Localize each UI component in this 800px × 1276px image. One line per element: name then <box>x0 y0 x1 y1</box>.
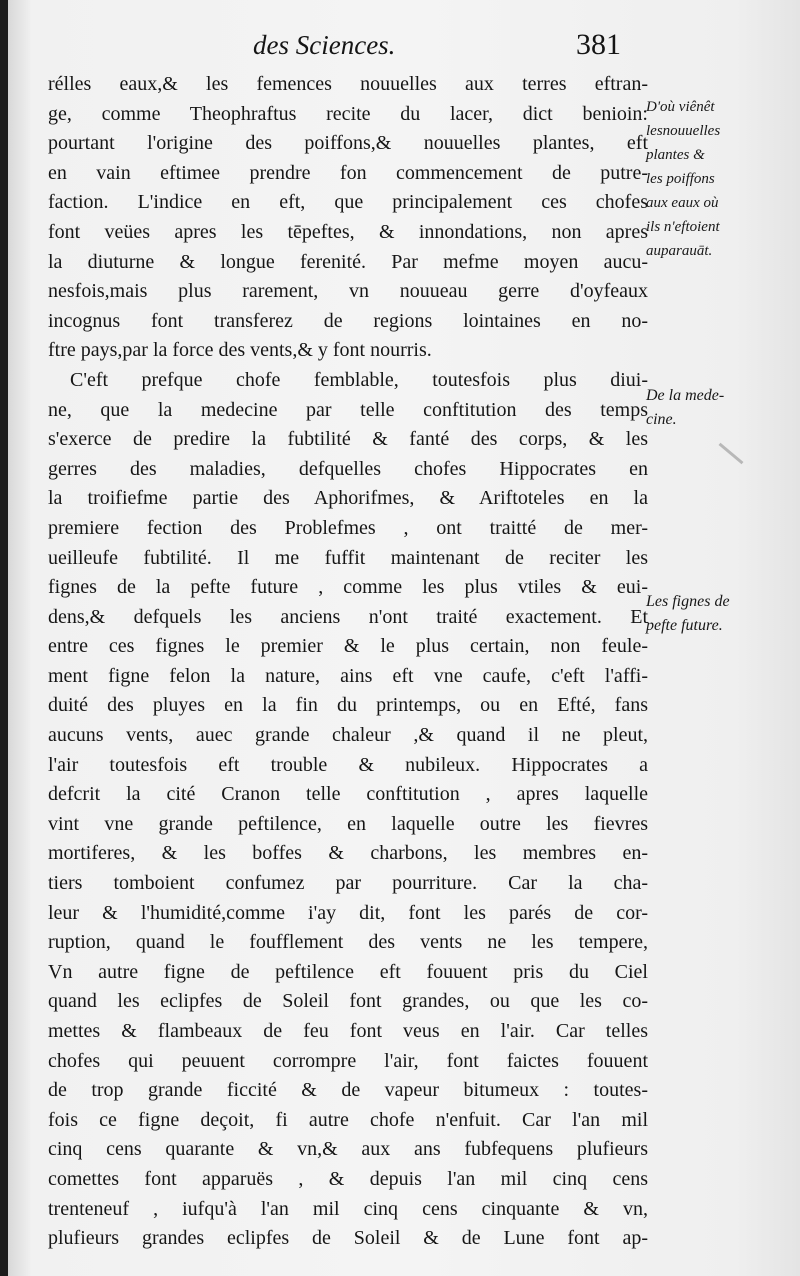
margin-note-line: D'où viênêt <box>646 99 715 115</box>
text-line: Vn autre figne de peftilence eft fouuent pris du Ciel <box>48 960 648 983</box>
text-line: fois ce figne deçoit, fi autre chofe n'enfuit. Car l'an mil <box>48 1108 648 1131</box>
book-page <box>8 0 800 1276</box>
ink-smudge <box>719 443 744 465</box>
text-line: nesfois,mais plus rarement, vn nouueau gerre d'oyfeaux <box>48 280 648 303</box>
margin-note-line: lesnouuelles <box>646 123 721 139</box>
margin-note-new-plants-and-fish <box>646 95 798 263</box>
text-line: comettes font apparuës , & depuis l'an mil cinq cens <box>48 1167 648 1190</box>
text-line: trenteneuf , iufqu'à l'an mil cinq cens cinquante & vn, <box>48 1197 648 1220</box>
margin-note-line: De la mede- <box>646 387 725 404</box>
text-line: vint vne grande peftilence, en laquelle outre les fievres <box>48 812 648 835</box>
text-line: faction. L'indice en eft, que principalement ces chofes <box>48 191 648 214</box>
text-line: gerres des maladies, defquelles chofes Hippocrates en <box>48 457 648 480</box>
running-head: des Sciences. <box>253 30 396 60</box>
page-number: 381 <box>576 28 621 61</box>
text-line: la troifiefme partie des Aphorifmes, & Ariftoteles en la <box>48 487 648 510</box>
text-line: fignes de la pefte future , comme les plus vtiles & eui- <box>48 576 648 599</box>
text-line: leur & l'humidité,comme i'ay dit, font les parés de cor- <box>48 901 648 924</box>
text-line: mortiferes, & les boffes & charbons, les membres en- <box>48 842 648 865</box>
text-line: ment figne felon la nature, ains eft vne caufe, c'eft l'affi- <box>48 664 648 687</box>
text-line: duité des pluyes en la fin du printemps, ou en Efté, fans <box>48 694 648 717</box>
text-line: defcrit la cité Cranon telle conftitution , apres laquelle <box>48 783 648 806</box>
margin-note-medicine <box>646 384 798 432</box>
text-line: rélles eaux,& les femences nouuelles aux terres eftran- <box>48 73 648 95</box>
paragraph-start-line: C'eft prefque chofe femblable, toutesfois plus diui- <box>70 368 648 391</box>
margin-note-plague-signs <box>646 590 798 638</box>
text-line: pourtant l'origine des poiffons,& nouuelles plantes, eft <box>48 132 648 155</box>
text-line: tiers tomboient confumez par pourriture. Car la cha- <box>48 872 648 895</box>
text-line: entre ces fignes le premier & le plus certain, non feule- <box>48 635 648 658</box>
text-line: dens,& defquels les anciens n'ont traité exactement. Et <box>48 605 648 628</box>
margin-note-line: ils n'eftoient <box>646 219 720 235</box>
text-line: quand les eclipfes de Soleil font grandes, ou que les co- <box>48 990 648 1013</box>
text-line: chofes qui peuuent corrompre l'air, font faictes fouuent <box>48 1049 648 1072</box>
margin-note-line: aux eaux où <box>646 195 719 211</box>
margin-note-line: auparauāt. <box>646 243 713 259</box>
margin-note-line: les poiffons <box>646 171 715 187</box>
text-line: l'air toutesfois eft trouble & nubileux. Hippocrates a <box>48 753 648 776</box>
text-line: s'exerce de predire la fubtilité & fanté des corps, & les <box>48 428 648 451</box>
text-line: incognus font transferez de regions lointaines en no- <box>48 309 648 332</box>
text-line: font veües apres les tēpeftes, & innondations, non apres <box>48 220 648 243</box>
text-line: mettes & flambeaux de feu font veus en l'air. Car telles <box>48 1020 648 1042</box>
text-line: ftre pays,par la force des vents,& y font nourris. <box>48 339 432 362</box>
text-line: plufieurs grandes eclipfes de Soleil & de Lune font ap- <box>48 1227 648 1250</box>
text-line: aucuns vents, auec grande chaleur ,& quand il ne pleut, <box>48 724 648 747</box>
margin-note-line: cine. <box>646 411 677 428</box>
text-line: premiere fection des Problefmes , ont traitté de mer- <box>48 516 648 539</box>
margin-note-line: pefte future. <box>646 617 723 634</box>
text-line: ge, comme Theophraftus recite du lacer, dict benioin: <box>48 102 648 125</box>
text-line: de trop grande ficcité & de vapeur bitumeux : toutes- <box>48 1079 648 1102</box>
margin-note-line: Les fignes de <box>646 593 730 610</box>
text-line: en vain eftimee prendre fon commencement de putre- <box>48 161 648 184</box>
body-text <box>48 70 648 1254</box>
text-line: la diuturne & longue ferenité. Par mefme moyen aucu- <box>48 250 648 273</box>
text-line: ueilleufe fubtilité. Il me fuffit maintenant de reciter les <box>48 546 648 569</box>
text-line: ne, que la medecine par telle conftitution des temps <box>48 398 648 421</box>
margin-note-line: plantes & <box>646 147 705 163</box>
text-line: ruption, quand le foufflement des vents ne les tempere, <box>48 931 648 954</box>
text-line: cinq cens quarante & vn,& aux ans fubfequens plufieurs <box>48 1138 648 1161</box>
